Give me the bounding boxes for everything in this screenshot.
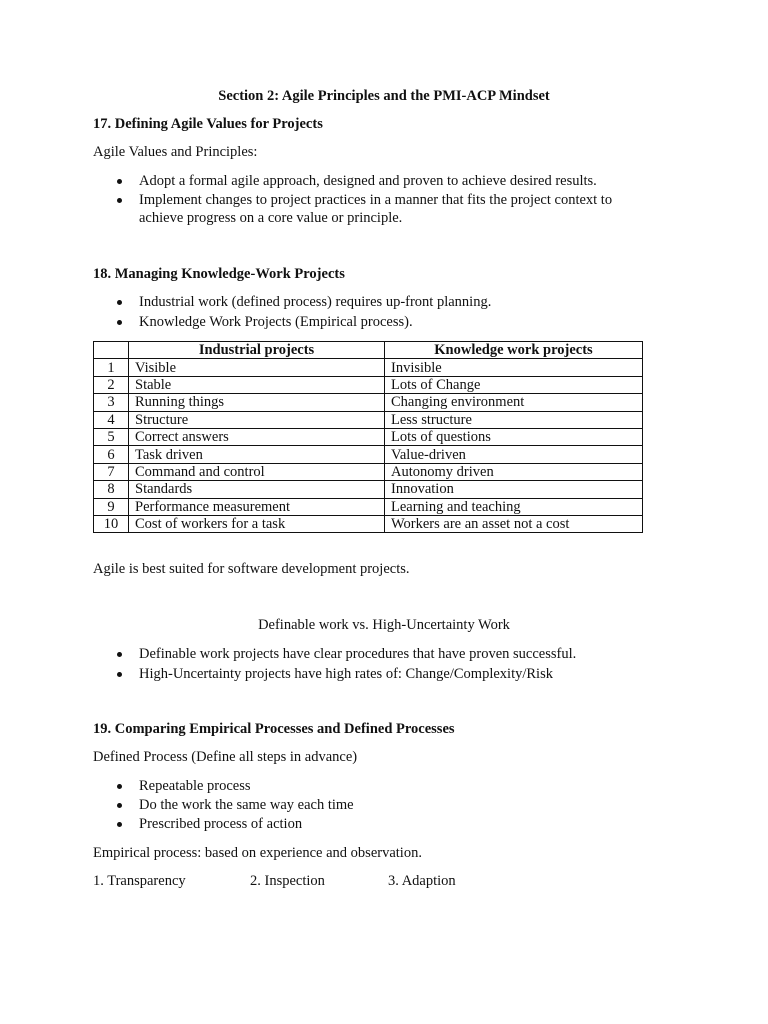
industrial-cell: Structure	[129, 411, 385, 428]
table-row	[94, 515, 643, 532]
pillar-inspection: 2. Inspection	[250, 873, 325, 889]
industrial-cell: Command and control	[129, 463, 385, 480]
industrial-cell: Running things	[129, 394, 385, 411]
list-item: High-Uncertainty projects have high rates of: Change/Complexity/Risk	[139, 666, 553, 682]
industrial-cell: Cost of workers for a task	[129, 515, 385, 532]
bullet-dot	[117, 784, 122, 789]
knowledge-cell: Invisible	[385, 359, 643, 376]
table-row	[94, 394, 643, 411]
row-number: 3	[94, 394, 129, 411]
definable-work-subheading: Definable work vs. High-Uncertainty Work	[258, 617, 510, 633]
table-row	[94, 359, 643, 376]
table-row	[94, 446, 643, 463]
heading-18: 18. Managing Knowledge-Work Projects	[93, 266, 345, 282]
agile-values-intro: Agile Values and Principles:	[93, 144, 258, 160]
pillar-transparency: 1. Transparency	[93, 873, 186, 889]
list-item: Do the work the same way each time	[139, 797, 354, 813]
list-item: Definable work projects have clear procedures that have proven successful.	[139, 646, 577, 662]
bullet-dot	[117, 672, 122, 677]
industrial-cell: Task driven	[129, 446, 385, 463]
row-number: 9	[94, 498, 129, 515]
row-number: 4	[94, 411, 129, 428]
table-header-row	[94, 342, 643, 359]
table-header-number	[94, 342, 129, 359]
table-header-knowledge: Knowledge work projects	[385, 342, 643, 359]
knowledge-cell: Lots of questions	[385, 428, 643, 445]
row-number: 8	[94, 481, 129, 498]
knowledge-cell: Lots of Change	[385, 376, 643, 393]
row-number: 1	[94, 359, 129, 376]
knowledge-cell: Learning and teaching	[385, 498, 643, 515]
list-item: Knowledge Work Projects (Empirical process).	[139, 314, 413, 330]
table-row	[94, 428, 643, 445]
industrial-cell: Correct answers	[129, 428, 385, 445]
heading-17: 17. Defining Agile Values for Projects	[93, 116, 323, 132]
table-row	[94, 463, 643, 480]
row-number: 10	[94, 515, 129, 532]
bullet-dot	[117, 300, 122, 305]
section-title: Section 2: Agile Principles and the PMI-ACP Mindset	[218, 88, 550, 104]
list-item: Prescribed process of action	[139, 816, 303, 832]
industrial-cell: Performance measurement	[129, 498, 385, 515]
projects-comparison-table	[93, 341, 643, 533]
industrial-cell: Standards	[129, 481, 385, 498]
row-number: 2	[94, 376, 129, 393]
knowledge-cell: Less structure	[385, 411, 643, 428]
table-row	[94, 376, 643, 393]
pillar-adaption: 3. Adaption	[388, 873, 456, 889]
row-number: 6	[94, 446, 129, 463]
agile-note: Agile is best suited for software development projects.	[93, 561, 410, 577]
list-item: Adopt a formal agile approach, designed and proven to achieve desired results.	[139, 173, 597, 189]
list-item: Repeatable process	[139, 778, 251, 794]
list-item-continuation: achieve progress on a core value or principle.	[139, 210, 403, 226]
table-row	[94, 411, 643, 428]
row-number: 5	[94, 428, 129, 445]
knowledge-cell: Workers are an asset not a cost	[385, 515, 643, 532]
table-row	[94, 498, 643, 515]
bullet-dot	[117, 652, 122, 657]
table-header-industrial: Industrial projects	[129, 342, 385, 359]
table-row	[94, 481, 643, 498]
industrial-cell: Visible	[129, 359, 385, 376]
heading-19: 19. Comparing Empirical Processes and Defined Processes	[93, 721, 455, 737]
row-number: 7	[94, 463, 129, 480]
list-item: Industrial work (defined process) requires up-front planning.	[139, 294, 492, 310]
knowledge-cell: Innovation	[385, 481, 643, 498]
knowledge-cell: Value-driven	[385, 446, 643, 463]
knowledge-cell: Changing environment	[385, 394, 643, 411]
knowledge-cell: Autonomy driven	[385, 463, 643, 480]
bullet-dot	[117, 179, 122, 184]
defined-process-intro: Defined Process (Define all steps in advance)	[93, 749, 358, 765]
list-item: Implement changes to project practices in a manner that fits the project context to	[139, 192, 613, 208]
industrial-cell: Stable	[129, 376, 385, 393]
bullet-dot	[117, 822, 122, 827]
bullet-dot	[117, 803, 122, 808]
bullet-dot	[117, 320, 122, 325]
empirical-process-intro: Empirical process: based on experience and observation.	[93, 845, 422, 861]
bullet-dot	[117, 198, 122, 203]
